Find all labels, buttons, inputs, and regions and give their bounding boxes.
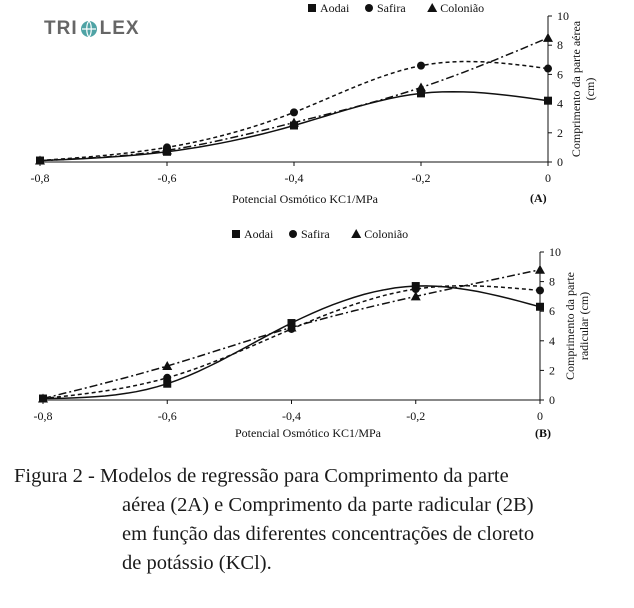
legend-marker-square	[232, 230, 240, 238]
panel-label: (B)	[535, 426, 551, 440]
x-axis-label: Potencial Osmótico KC1/MPa	[232, 192, 378, 206]
chart-panel-b	[0, 222, 634, 456]
y-tick-label: 10	[557, 9, 569, 23]
series-line-aodai	[43, 286, 540, 399]
data-point-aodai	[544, 97, 552, 105]
series-line-safira	[43, 286, 540, 399]
y-tick-label: 8	[549, 274, 555, 289]
data-point-colonião	[416, 83, 426, 92]
y-axis-label	[563, 272, 591, 380]
legend-marker-square	[308, 4, 316, 12]
x-tick-label: -0,6	[157, 171, 177, 185]
y-axis-label-line: radicular (cm)	[577, 291, 591, 361]
x-tick-label: 0	[537, 409, 543, 423]
data-point-colonião	[535, 265, 545, 274]
y-tick-label: 0	[557, 155, 563, 169]
caption-line-1: Figura 2 - Modelos de regressão para Comprimento da parte	[14, 465, 509, 487]
legend-label: Colonião	[364, 227, 409, 241]
legend-label: Safira	[377, 1, 406, 15]
y-tick-label: 2	[549, 363, 555, 378]
data-point-aodai	[536, 303, 544, 311]
x-tick-label: -0,8	[33, 409, 53, 423]
series-line-colonião	[40, 38, 548, 161]
y-tick-label: 4	[557, 96, 563, 111]
y-tick-label: 8	[557, 38, 563, 53]
y-tick-label: 10	[549, 245, 561, 259]
legend-marker-triangle	[427, 3, 437, 12]
figure-caption	[14, 462, 614, 578]
logo-text-right: LEX	[99, 18, 140, 39]
y-axis-label-line: (cm)	[583, 77, 597, 101]
legend-marker-circle	[289, 230, 297, 238]
y-tick-label: 2	[557, 125, 563, 140]
caption-line-2: aérea (2A) e Comprimento da parte radicular (2B)	[122, 494, 534, 516]
x-tick-label: -0,2	[411, 171, 431, 185]
legend-marker-triangle	[351, 229, 361, 238]
caption-line-3: em função das diferentes concentrações de cloreto	[122, 523, 535, 545]
y-axis-label-line: Comprimento da parte	[563, 272, 577, 380]
caption-line-4: de potássio (KCl).	[122, 552, 272, 574]
legend-label: Colonião	[440, 1, 485, 15]
x-tick-label: 0	[545, 171, 551, 185]
logo-text-left: TRI	[44, 18, 78, 39]
panel-label: (A)	[530, 191, 547, 205]
legend-label: Aodai	[244, 227, 274, 241]
data-point-safira	[163, 374, 171, 382]
data-point-colonião	[543, 33, 553, 42]
y-tick-label: 0	[549, 393, 555, 407]
data-point-safira	[290, 108, 298, 116]
y-tick-label: 6	[557, 67, 563, 82]
y-axis-label-line: Comprimento da parte aérea	[569, 20, 583, 158]
y-tick-label: 6	[549, 304, 555, 319]
x-tick-label: -0,2	[406, 409, 426, 423]
legend-marker-circle	[365, 4, 373, 12]
x-axis-label: Potencial Osmótico KC1/MPa	[235, 426, 381, 440]
legend-label: Aodai	[320, 1, 350, 15]
x-tick-label: -0,4	[282, 409, 301, 423]
y-axis-label	[569, 20, 597, 157]
x-tick-label: -0,6	[157, 409, 177, 423]
x-tick-label: -0,4	[284, 171, 304, 185]
x-tick-label: -0,8	[30, 171, 50, 185]
chart-panel-a	[0, 0, 634, 222]
legend-label: Safira	[301, 227, 330, 241]
data-point-safira	[544, 65, 552, 73]
data-point-safira	[417, 62, 425, 70]
y-tick-label: 4	[549, 333, 555, 348]
data-point-safira	[536, 286, 544, 294]
